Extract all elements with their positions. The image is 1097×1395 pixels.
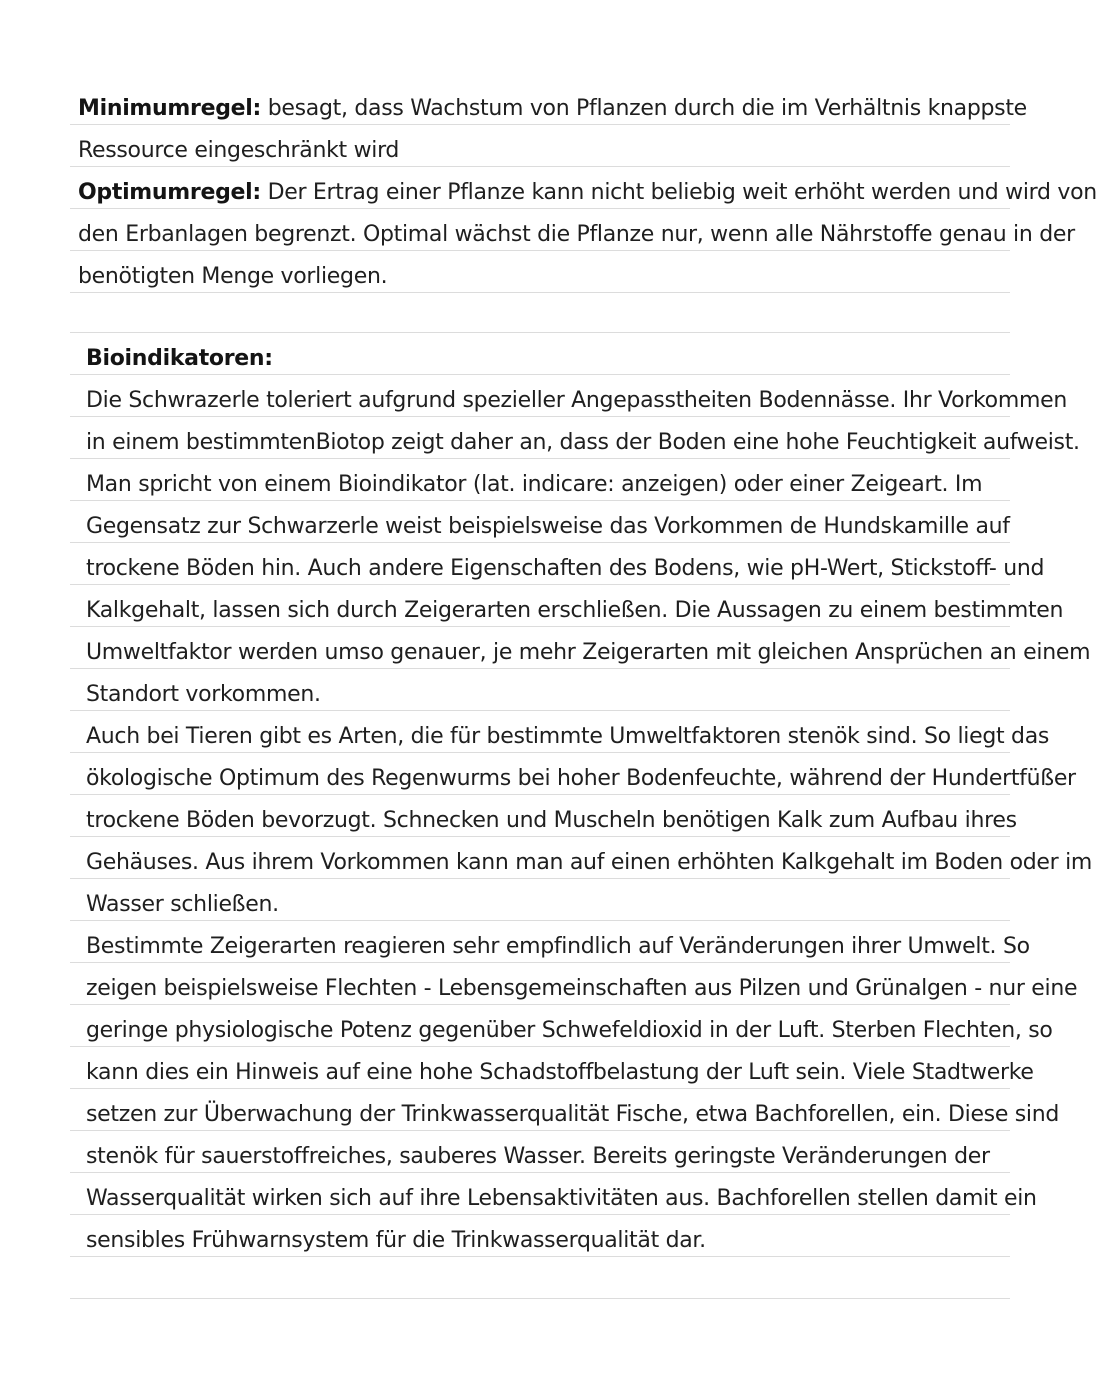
ruled-line [70, 332, 1010, 333]
paragraph-line: Kalkgehalt, lassen sich durch Zeigerarten erschließen. Die Aussagen zu einem bestimmten [86, 598, 1064, 623]
ruled-line [70, 1298, 1010, 1299]
paragraph-line: stenök für sauerstoffreiches, sauberes Wasser. Bereits geringste Veränderungen der [86, 1144, 990, 1169]
minimum-rule-term: Minimumregel: [78, 96, 262, 121]
optimum-rule-line-1 [78, 176, 1097, 210]
paragraph-line: sensibles Frühwarnsystem für die Trinkwasserqualität dar. [86, 1228, 706, 1253]
paragraph-line: ökologische Optimum des Regenwurms bei hoher Bodenfeuchte, während der Hundertfüßer [86, 766, 1076, 791]
paragraph-line: geringe physiologische Potenz gegenüber Schwefeldioxid in der Luft. Sterben Flechten, so [86, 1018, 1053, 1043]
paragraph-line: kann dies ein Hinweis auf eine hohe Schadstoffbelastung der Luft sein. Viele Stadtwerke [86, 1060, 1034, 1085]
minimum-rule-line-1 [78, 92, 1027, 126]
paragraph-line: Wasserqualität wirken sich auf ihre Lebensaktivitäten aus. Bachforellen stellen damit ein [86, 1186, 1037, 1211]
paragraph-line: trockene Böden hin. Auch andere Eigenschaften des Bodens, wie pH-Wert, Stickstoff- und [86, 556, 1045, 581]
section-heading-bioindikatoren: Bioindikatoren: [86, 346, 273, 371]
paragraph-line: Auch bei Tieren gibt es Arten, die für bestimmte Umweltfaktoren stenök sind. So liegt das [86, 724, 1050, 749]
paragraph-line: Wasser schließen. [86, 892, 279, 917]
optimum-rule-line-2: den Erbanlagen begrenzt. Optimal wächst die Pflanze nur, wenn alle Nährstoffe genau in der [78, 222, 1075, 247]
optimum-rule-line-3: benötigten Menge vorliegen. [78, 264, 388, 289]
optimum-rule-term: Optimumregel: [78, 180, 261, 205]
minimum-rule-line-2: Ressource eingeschränkt wird [78, 138, 400, 163]
paragraph-line: trockene Böden bevorzugt. Schnecken und Muscheln benötigen Kalk zum Aufbau ihres [86, 808, 1017, 833]
paragraph-line: Man spricht von einem Bioindikator (lat. indicare: anzeigen) oder einer Zeigeart. Im [86, 472, 983, 497]
paragraph-line: Gegensatz zur Schwarzerle weist beispielsweise das Vorkommen de Hundskamille auf [86, 514, 1010, 539]
paragraph-line: Umweltfaktor werden umso genauer, je mehr Zeigerarten mit gleichen Ansprüchen an einem [86, 640, 1091, 665]
minimum-rule-text: besagt, dass Wachstum von Pflanzen durch die im Verhältnis knappste [261, 96, 1027, 121]
paragraph-line: zeigen beispielsweise Flechten - Lebensgemeinschaften aus Pilzen und Grünalgen - nur eine [86, 976, 1078, 1001]
paragraph-line: setzen zur Überwachung der Trinkwasserqualität Fische, etwa Bachforellen, ein. Diese sind [86, 1102, 1060, 1127]
paragraph-line: in einem bestimmtenBiotop zeigt daher an, dass der Boden eine hohe Feuchtigkeit aufweist. [86, 430, 1080, 455]
paragraph-line: Die Schwrazerle toleriert aufgrund spezieller Angepasstheiten Bodennässe. Ihr Vorkommen [86, 388, 1067, 413]
paragraph-line: Bestimmte Zeigerarten reagieren sehr empfindlich auf Veränderungen ihrer Umwelt. So [86, 934, 1030, 959]
paragraph-line: Standort vorkommen. [86, 682, 321, 707]
optimum-rule-text: Der Ertrag einer Pflanze kann nicht beliebig weit erhöht werden und wird von [260, 180, 1097, 205]
paragraph-line: Gehäuses. Aus ihrem Vorkommen kann man auf einen erhöhten Kalkgehalt im Boden oder im [86, 850, 1093, 875]
